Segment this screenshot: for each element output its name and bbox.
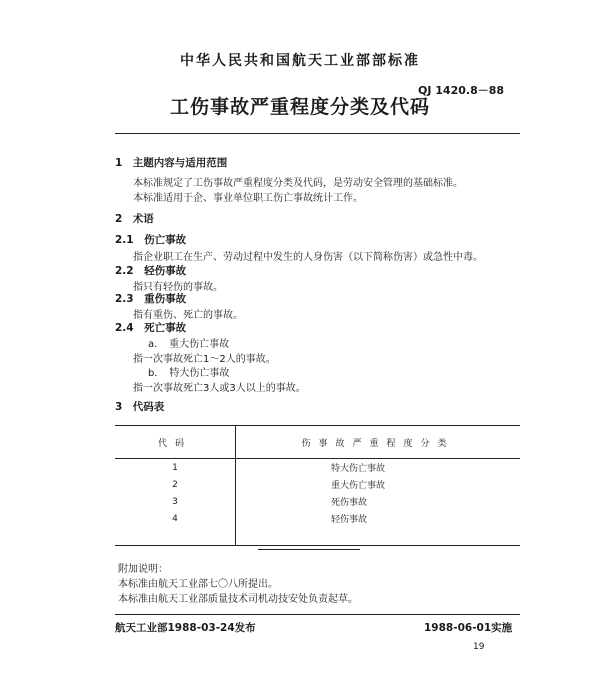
term-2-3-heading: 2.3 重伤事故 xyxy=(115,293,187,305)
notes-divider xyxy=(258,549,360,550)
table-row xyxy=(115,476,520,493)
standard-name: 中华人民共和国航天工业部部标准 xyxy=(180,53,420,69)
table-cell-name: 死伤事故 xyxy=(331,498,368,508)
section-1-heading: 1 主题内容与适用范围 xyxy=(115,157,228,169)
term-2-2-heading: 2.2 轻伤事故 xyxy=(115,265,187,277)
notes-line-1: 本标准由航天工业部七〇八所提出。 xyxy=(118,579,278,590)
document-title: 工伤事故严重程度分类及代码 xyxy=(169,96,430,118)
table-bottom-rule xyxy=(115,527,520,546)
term-2-4-heading: 2.4 死亡事故 xyxy=(115,322,187,334)
code-table-header-class: 伤事故严重程度分类 xyxy=(236,426,521,459)
section-2-heading: 2 术语 xyxy=(115,213,154,225)
table-cell-code: 1 xyxy=(115,459,236,477)
table-cell-code: 2 xyxy=(115,476,236,493)
term-2-2-text: 指只有轻伤的事故。 xyxy=(133,282,223,293)
table-cell-name: 轻伤事故 xyxy=(331,515,368,525)
code-table xyxy=(115,425,520,546)
term-2-4b-heading: b． 特大伤亡事故 xyxy=(148,368,230,379)
term-2-3-text: 指有重伤、死亡的事故。 xyxy=(133,310,243,321)
code-table-header-code: 代码 xyxy=(115,426,236,459)
table-row xyxy=(115,493,520,510)
table-cell-name: 重大伤亡事故 xyxy=(331,481,386,491)
term-2-4b-text: 指一次事故死亡3人或3人以上的事故。 xyxy=(133,383,306,394)
table-cell-code: 4 xyxy=(115,510,236,527)
page-number: 19 xyxy=(473,642,485,652)
term-2-4a-heading: a． 重大伤亡事故 xyxy=(148,339,230,350)
table-row xyxy=(115,459,520,477)
notes-line-2: 本标准由航天工业部质量技术司机动技安处负责起草。 xyxy=(118,594,358,605)
table-cell-name: 特大伤亡事故 xyxy=(331,464,386,474)
section-1-paragraph-2: 本标准适用于企、事业单位职工伤亡事故统计工作。 xyxy=(133,193,363,204)
section-1-paragraph-1: 本标准规定了工伤事故严重程度分类及代码，是劳动安全管理的基础标准。 xyxy=(133,178,463,189)
standard-code: QJ 1420.8－88 xyxy=(418,84,505,97)
term-2-1-heading: 2.1 伤亡事故 xyxy=(115,234,187,246)
table-cell-code: 3 xyxy=(115,493,236,510)
section-3-heading: 3 代码表 xyxy=(115,401,165,413)
issue-date: 航天工业部1988-03-24发布 xyxy=(115,622,256,634)
title-divider xyxy=(115,133,520,134)
notes-label: 附加说明： xyxy=(118,564,168,575)
effective-date: 1988-06-01实施 xyxy=(424,622,513,634)
term-2-4a-text: 指一次事故死亡1～2人的事故。 xyxy=(133,354,276,365)
table-row xyxy=(115,510,520,527)
term-2-1-text: 指企业职工在生产、劳动过程中发生的人身伤害（以下简称伤害）或急性中毒。 xyxy=(133,252,483,263)
footer-divider xyxy=(115,614,520,615)
